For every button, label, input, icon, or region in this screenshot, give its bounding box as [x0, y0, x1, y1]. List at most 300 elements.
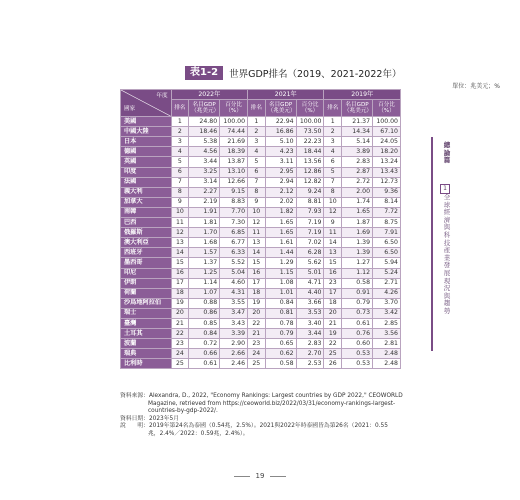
- side-chapter-number: 1: [440, 184, 450, 194]
- country-cell: 美國: [121, 117, 172, 127]
- gdp-cell: 0.73: [342, 308, 373, 318]
- share-cell: 2.81: [373, 339, 401, 349]
- table-row: [121, 298, 401, 308]
- rank-cell: 9: [324, 218, 342, 228]
- rank-cell: 11: [171, 218, 189, 228]
- share-cell: 2.66: [220, 349, 248, 359]
- unit-note: 單位：兆美元；%: [452, 83, 500, 90]
- gdp-cell: 21.37: [342, 117, 373, 127]
- rank-cell: 1: [171, 117, 189, 127]
- share-cell: 7.19: [296, 218, 324, 228]
- gdp-cell: 16.86: [265, 127, 296, 137]
- table-body: [121, 117, 401, 369]
- rank-cell: 19: [324, 329, 342, 339]
- rank-cell: 3: [324, 137, 342, 147]
- rank-cell: 8: [248, 187, 266, 197]
- col-rank-2022: 排名: [171, 100, 189, 117]
- country-cell: 英國: [121, 157, 172, 167]
- share-cell: 12.66: [220, 177, 248, 187]
- gdp-cell: 1.69: [342, 228, 373, 238]
- share-cell: 4.31: [220, 288, 248, 298]
- gdp-cell: 1.82: [265, 207, 296, 217]
- share-cell: 100.00: [373, 117, 401, 127]
- rank-cell: 18: [248, 288, 266, 298]
- share-cell: 7.30: [220, 218, 248, 228]
- rank-cell: 23: [324, 278, 342, 288]
- share-cell: 4.60: [220, 278, 248, 288]
- gdp-cell: 5.14: [342, 137, 373, 147]
- rank-cell: 13: [171, 238, 189, 248]
- rank-cell: 6: [171, 167, 189, 177]
- share-cell: 3.39: [220, 329, 248, 339]
- share-cell: 3.66: [296, 298, 324, 308]
- share-cell: 13.56: [296, 157, 324, 167]
- gdp-cell: 24.80: [189, 117, 220, 127]
- gdp-cell: 1.65: [342, 207, 373, 217]
- corner-country-label: 國家: [124, 106, 136, 113]
- gdp-cell: 1.61: [265, 238, 296, 248]
- rank-cell: 25: [248, 359, 266, 369]
- gdp-cell: 1.15: [265, 268, 296, 278]
- rank-cell: 6: [324, 157, 342, 167]
- rank-cell: 13: [324, 248, 342, 258]
- table-row: [121, 218, 401, 228]
- gdp-cell: 2.00: [342, 187, 373, 197]
- share-cell: 6.85: [220, 228, 248, 238]
- gdp-cell: 1.37: [189, 258, 220, 268]
- gdp-cell: 5.38: [189, 137, 220, 147]
- gdp-cell: 2.27: [189, 187, 220, 197]
- rank-cell: 5: [324, 167, 342, 177]
- table-row: [121, 278, 401, 288]
- gdp-cell: 1.29: [265, 258, 296, 268]
- share-cell: 18.44: [296, 147, 324, 157]
- table-row: [121, 349, 401, 359]
- rank-cell: 14: [324, 238, 342, 248]
- gdp-cell: 0.66: [189, 349, 220, 359]
- rank-cell: 2: [324, 127, 342, 137]
- share-cell: 6.77: [220, 238, 248, 248]
- share-cell: 8.81: [296, 197, 324, 207]
- share-cell: 22.23: [296, 137, 324, 147]
- gdp-cell: 18.46: [189, 127, 220, 137]
- share-cell: 6.28: [296, 248, 324, 258]
- share-cell: 67.10: [373, 127, 401, 137]
- share-cell: 2.90: [220, 339, 248, 349]
- country-cell: 義大利: [121, 187, 172, 197]
- col-gdp-2019: 名目GDP（兆美元）: [342, 100, 373, 117]
- table-row: [121, 147, 401, 157]
- share-cell: 2.48: [373, 359, 401, 369]
- share-cell: 3.56: [373, 329, 401, 339]
- share-cell: 6.33: [220, 248, 248, 258]
- country-cell: 沙烏地阿拉伯: [121, 298, 172, 308]
- gdp-cell: 0.61: [189, 359, 220, 369]
- col-rank-2019: 排名: [324, 100, 342, 117]
- share-cell: 4.40: [296, 288, 324, 298]
- gdp-cell: 0.79: [342, 298, 373, 308]
- gdp-cell: 3.25: [189, 167, 220, 177]
- gdp-cell: 3.11: [265, 157, 296, 167]
- source-line-3: countries-by-gdp-2022/.: [148, 408, 218, 415]
- country-cell: 荷蘭: [121, 288, 172, 298]
- rank-cell: 9: [171, 197, 189, 207]
- rank-cell: 8: [324, 187, 342, 197]
- gdp-cell: 2.12: [265, 187, 296, 197]
- share-cell: 5.62: [296, 258, 324, 268]
- rank-cell: 20: [324, 308, 342, 318]
- country-cell: 臺灣: [121, 318, 172, 328]
- share-cell: 74.44: [220, 127, 248, 137]
- share-cell: 2.85: [373, 318, 401, 328]
- source-line-2: Magazine, retrieved from https://ceoworld.biz/2022/03/31/economy-rankings-largest-: [148, 400, 396, 407]
- gdp-cell: 3.89: [342, 147, 373, 157]
- share-cell: 7.93: [296, 207, 324, 217]
- share-cell: 8.14: [373, 197, 401, 207]
- country-cell: 德國: [121, 147, 172, 157]
- gdp-cell: 0.61: [342, 318, 373, 328]
- table-row: [121, 268, 401, 278]
- gdp-cell: 0.84: [265, 298, 296, 308]
- rank-cell: 8: [171, 187, 189, 197]
- table-row: [121, 238, 401, 248]
- rank-cell: 22: [171, 329, 189, 339]
- table-row: [121, 248, 401, 258]
- share-cell: 7.91: [373, 228, 401, 238]
- share-cell: 18.20: [373, 147, 401, 157]
- rank-cell: 24: [171, 349, 189, 359]
- gdp-cell: 0.58: [342, 278, 373, 288]
- rank-cell: 22: [248, 318, 266, 328]
- share-cell: 12.86: [296, 167, 324, 177]
- table-row: [121, 157, 401, 167]
- share-cell: 24.05: [373, 137, 401, 147]
- country-cell: 比利時: [121, 359, 172, 369]
- country-cell: 瑞士: [121, 308, 172, 318]
- rank-cell: 20: [171, 308, 189, 318]
- gdp-cell: 2.87: [342, 167, 373, 177]
- country-cell: 日本: [121, 137, 172, 147]
- gdp-cell: 1.74: [342, 197, 373, 207]
- rank-cell: 11: [248, 228, 266, 238]
- share-cell: 12.82: [296, 177, 324, 187]
- gdp-ranking-table: [120, 89, 401, 369]
- corner-header: [121, 90, 172, 117]
- gdp-cell: 0.91: [342, 288, 373, 298]
- gdp-cell: 1.25: [189, 268, 220, 278]
- gdp-cell: 1.08: [265, 278, 296, 288]
- table-row: [121, 228, 401, 238]
- col-share-2022: 百分比（%）: [220, 100, 248, 117]
- rank-cell: 16: [248, 268, 266, 278]
- share-cell: 7.72: [373, 207, 401, 217]
- share-cell: 2.53: [296, 359, 324, 369]
- share-cell: 2.71: [373, 278, 401, 288]
- table-row: [121, 167, 401, 177]
- gdp-cell: 1.27: [342, 258, 373, 268]
- table-row: [121, 308, 401, 318]
- side-section-title: 總論篇: [443, 141, 451, 165]
- share-cell: 4.26: [373, 288, 401, 298]
- gdp-cell: 0.81: [265, 308, 296, 318]
- rank-cell: 5: [248, 157, 266, 167]
- rank-cell: 2: [171, 127, 189, 137]
- gdp-cell: 1.39: [342, 248, 373, 258]
- rank-cell: 3: [248, 137, 266, 147]
- gdp-cell: 22.94: [265, 117, 296, 127]
- share-cell: 9.24: [296, 187, 324, 197]
- gdp-cell: 1.01: [265, 288, 296, 298]
- share-cell: 13.43: [373, 167, 401, 177]
- year-header-2022: 2022年: [171, 90, 247, 100]
- rank-cell: 1: [248, 117, 266, 127]
- share-cell: 73.50: [296, 127, 324, 137]
- share-cell: 8.75: [373, 218, 401, 228]
- share-cell: 2.70: [296, 349, 324, 359]
- country-cell: 加拿大: [121, 197, 172, 207]
- country-cell: 中國大陸: [121, 127, 172, 137]
- share-cell: 6.50: [373, 248, 401, 258]
- rank-cell: 16: [171, 268, 189, 278]
- gdp-cell: 2.94: [265, 177, 296, 187]
- table-row: [121, 177, 401, 187]
- gdp-cell: 2.02: [265, 197, 296, 207]
- table-row: [121, 187, 401, 197]
- data-date: 資料日期：2023年5月: [120, 415, 180, 422]
- rank-cell: 16: [324, 268, 342, 278]
- col-gdp-2022: 名目GDP（兆美元）: [189, 100, 220, 117]
- gdp-cell: 1.68: [189, 238, 220, 248]
- col-rank-2021: 排名: [248, 100, 266, 117]
- share-cell: 8.83: [220, 197, 248, 207]
- share-cell: 5.04: [220, 268, 248, 278]
- share-cell: 9.15: [220, 187, 248, 197]
- country-cell: 俄羅斯: [121, 228, 172, 238]
- gdp-cell: 1.87: [342, 218, 373, 228]
- share-cell: 3.70: [373, 298, 401, 308]
- gdp-cell: 1.81: [189, 218, 220, 228]
- gdp-cell: 1.65: [265, 228, 296, 238]
- gdp-cell: 1.14: [189, 278, 220, 288]
- table-row: [121, 339, 401, 349]
- corner-year-label: 年度: [156, 93, 168, 99]
- rank-cell: 21: [324, 318, 342, 328]
- rank-cell: 25: [324, 349, 342, 359]
- gdp-cell: 0.79: [265, 329, 296, 339]
- country-cell: 印尼: [121, 268, 172, 278]
- gdp-cell: 1.91: [189, 207, 220, 217]
- share-cell: 13.87: [220, 157, 248, 167]
- rank-cell: 21: [171, 318, 189, 328]
- gdp-cell: 0.86: [189, 308, 220, 318]
- rank-cell: 19: [248, 298, 266, 308]
- rank-cell: 6: [248, 167, 266, 177]
- rank-cell: 4: [171, 147, 189, 157]
- table-title: 世界GDP排名（2019、2021-2022年）: [229, 69, 402, 80]
- rank-cell: 12: [324, 207, 342, 217]
- gdp-cell: 2.83: [342, 157, 373, 167]
- rank-cell: 26: [324, 359, 342, 369]
- rank-cell: 14: [248, 248, 266, 258]
- gdp-cell: 1.07: [189, 288, 220, 298]
- share-cell: 9.36: [373, 187, 401, 197]
- share-cell: 21.69: [220, 137, 248, 147]
- rank-cell: 13: [248, 238, 266, 248]
- rank-cell: 17: [171, 278, 189, 288]
- col-share-2019: 百分比（%）: [373, 100, 401, 117]
- rank-cell: 15: [324, 258, 342, 268]
- rank-cell: 20: [248, 308, 266, 318]
- share-cell: 3.40: [296, 318, 324, 328]
- page-number-rule-left: [234, 476, 250, 477]
- year-header-2019: 2019年: [324, 90, 401, 100]
- rank-cell: 12: [171, 228, 189, 238]
- gdp-cell: 0.72: [189, 339, 220, 349]
- table-row: [121, 359, 401, 369]
- country-cell: 墨西哥: [121, 258, 172, 268]
- rank-cell: 2: [248, 127, 266, 137]
- gdp-cell: 3.44: [189, 157, 220, 167]
- year-header-2021: 2021年: [248, 90, 324, 100]
- side-chapter-title: 全球經濟與科技產業發展現況與趨勢: [443, 193, 451, 315]
- explanation-line-1: 說 明：2019年第24名為泰國（0.54兆，2.5%）。2021與2022年時泰國皆為第26名（2021：0.55: [120, 423, 388, 430]
- rank-cell: 22: [324, 339, 342, 349]
- gdp-cell: 1.44: [265, 248, 296, 258]
- share-cell: 2.48: [373, 349, 401, 359]
- gdp-cell: 0.53: [342, 359, 373, 369]
- rank-cell: 24: [248, 349, 266, 359]
- gdp-cell: 0.65: [265, 339, 296, 349]
- gdp-cell: 2.95: [265, 167, 296, 177]
- gdp-cell: 1.65: [265, 218, 296, 228]
- rank-cell: 10: [171, 207, 189, 217]
- share-cell: 7.02: [296, 238, 324, 248]
- table-row: [121, 197, 401, 207]
- country-cell: 印度: [121, 167, 172, 177]
- explanation-line-2: 兆，2.4%／2022：0.59兆，2.4%）。: [148, 430, 249, 437]
- source-line-1: 資料來源：Alexandra, D., 2022, "Economy Rankings: Largest countries by GDP 2022," CEOWORLD: [120, 393, 403, 399]
- page-number-rule-right: [270, 476, 286, 477]
- share-cell: 4.71: [296, 278, 324, 288]
- share-cell: 3.53: [296, 308, 324, 318]
- gdp-cell: 1.70: [189, 228, 220, 238]
- col-share-2021: 百分比（%）: [296, 100, 324, 117]
- country-cell: 土耳其: [121, 329, 172, 339]
- gdp-cell: 0.78: [265, 318, 296, 328]
- share-cell: 3.44: [296, 329, 324, 339]
- share-cell: 3.55: [220, 298, 248, 308]
- gdp-cell: 1.12: [342, 268, 373, 278]
- rank-cell: 18: [171, 288, 189, 298]
- table-notes: [120, 393, 420, 439]
- gdp-cell: 0.88: [189, 298, 220, 308]
- gdp-cell: 3.14: [189, 177, 220, 187]
- share-cell: 5.24: [373, 268, 401, 278]
- rank-cell: 23: [171, 339, 189, 349]
- gdp-cell: 14.34: [342, 127, 373, 137]
- page-number-value: 19: [255, 472, 265, 480]
- share-cell: 2.83: [296, 339, 324, 349]
- rank-cell: 21: [248, 329, 266, 339]
- country-cell: 南韓: [121, 207, 172, 217]
- country-cell: 波蘭: [121, 339, 172, 349]
- share-cell: 12.73: [373, 177, 401, 187]
- rank-cell: 25: [171, 359, 189, 369]
- table-row: [121, 117, 401, 127]
- share-cell: 18.39: [220, 147, 248, 157]
- rank-cell: 19: [171, 298, 189, 308]
- gdp-cell: 2.19: [189, 197, 220, 207]
- gdp-cell: 0.76: [342, 329, 373, 339]
- rank-cell: 5: [171, 157, 189, 167]
- rank-cell: 10: [324, 197, 342, 207]
- rank-cell: 12: [248, 218, 266, 228]
- rank-cell: 7: [171, 177, 189, 187]
- share-cell: 13.10: [220, 167, 248, 177]
- country-cell: 瑞典: [121, 349, 172, 359]
- rank-cell: 10: [248, 207, 266, 217]
- share-cell: 3.43: [220, 318, 248, 328]
- rank-cell: 1: [324, 117, 342, 127]
- gdp-cell: 0.53: [342, 349, 373, 359]
- gdp-cell: 4.56: [189, 147, 220, 157]
- table-row: [121, 127, 401, 137]
- table-row: [121, 329, 401, 339]
- rank-cell: 11: [324, 228, 342, 238]
- country-cell: 澳大利亞: [121, 238, 172, 248]
- share-cell: 7.70: [220, 207, 248, 217]
- table-row: [121, 318, 401, 328]
- rank-cell: 15: [171, 258, 189, 268]
- gdp-cell: 1.57: [189, 248, 220, 258]
- country-cell: 伊朗: [121, 278, 172, 288]
- gdp-cell: 0.84: [189, 329, 220, 339]
- col-gdp-2021: 名目GDP（兆美元）: [265, 100, 296, 117]
- share-cell: 5.52: [220, 258, 248, 268]
- gdp-cell: 0.58: [265, 359, 296, 369]
- rank-cell: 7: [248, 177, 266, 187]
- table-row: [121, 207, 401, 217]
- share-cell: 100.00: [220, 117, 248, 127]
- rank-cell: 23: [248, 339, 266, 349]
- table-row: [121, 258, 401, 268]
- share-cell: 3.47: [220, 308, 248, 318]
- rank-cell: 17: [248, 278, 266, 288]
- gdp-cell: 5.10: [265, 137, 296, 147]
- country-cell: 西班牙: [121, 248, 172, 258]
- country-cell: 法國: [121, 177, 172, 187]
- share-cell: 5.01: [296, 268, 324, 278]
- gdp-cell: 1.39: [342, 238, 373, 248]
- rank-cell: 14: [171, 248, 189, 258]
- gdp-cell: 4.23: [265, 147, 296, 157]
- rank-cell: 17: [324, 288, 342, 298]
- table-row: [121, 288, 401, 298]
- page-number: [0, 472, 520, 480]
- gdp-cell: 2.72: [342, 177, 373, 187]
- rank-cell: 3: [171, 137, 189, 147]
- table-tag: 表1-2: [185, 66, 223, 80]
- share-cell: 13.24: [373, 157, 401, 167]
- rank-cell: 4: [324, 147, 342, 157]
- share-cell: 5.94: [373, 258, 401, 268]
- rank-cell: 9: [248, 197, 266, 207]
- gdp-cell: 0.85: [189, 318, 220, 328]
- share-cell: 2.46: [220, 359, 248, 369]
- share-cell: 3.42: [373, 308, 401, 318]
- gdp-cell: 0.60: [342, 339, 373, 349]
- table-row: [121, 137, 401, 147]
